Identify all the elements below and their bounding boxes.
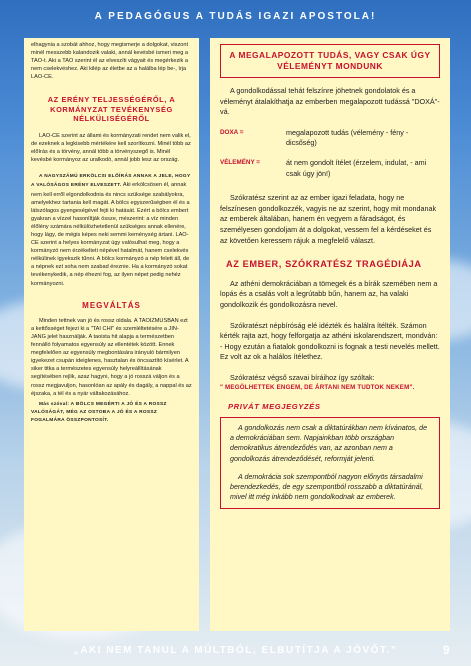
- left-paragraph-2: [31, 172, 192, 287]
- page-footer: [0, 636, 471, 666]
- private-note-paragraph-1: A gondolkozás nem csak a diktatúrákban nem kívánatos, de a demokráciában sem. Napjainkban több országban demokratikus átrendeződés van, az azonban nem a gondolkozás átrendeződését, reformját jelenti.: [230, 423, 428, 463]
- boxed-title: A MEGALAPOZOTT TUDÁS, VAGY CSAK ÚGY VÉLEMÉNYT MONDUNK: [220, 44, 440, 78]
- section-heading-erenyrol: AZ ERÉNY TELJESSÉGÉRŐL, A KORMÁNYZAT TEVÉKENYSÉG NÉLKÜLISÉGÉRŐL: [47, 95, 176, 124]
- section-heading-tragedia: AZ EMBER, SZÓKRATÉSZ TRAGÉDIÁJA: [226, 259, 422, 270]
- right-paragraph-3: Az athéni demokráciában a tömegek és a bírák szemében nem a lopás és a csalás volt a legrútabb bűn, hanem az, ha valaki gondolkozik és gondolkozásra nevel.: [220, 278, 438, 309]
- right-paragraph-2: Szókratész szerint az az ember igazi feladata, hogy ne felszínesen gondolkozzék, vagyis ne az szerint, hogy mit mondanak az emberek általában, hanem én vegyem a fáradságot, és személyesen gondoljam át a dolgokat, vessem fel a kérdéseket és az követően keressem rájuk a megfelelő választ.: [220, 193, 437, 245]
- definition-body: át nem gondolt ítélet (érzelem, indulat, - ami csak úgy jön!): [286, 157, 427, 178]
- left-column: [24, 38, 199, 631]
- section-heading-megvaltas: MEGVÁLTÁS: [82, 300, 141, 310]
- left-paragraph-2-body: Aki erkölcsösen él, annak nem kell erről elgondolkodnia és nincs szüksége szabályokra, amelyekhez tartania kell magát. A bölcs egyszerűségben él és a látszólagos gyengeségével fejti ki hatását. Ezért a bölcs embert gyakran a vízzel hasonlítják össze, mészerint: a víz minden élőlény számára nélkülözhetetlenül szükséges annak ellenére, hogy lágy, de mégis képes neki semmi keménység ártani. LAO-CE szerint a helyes kormányzat úgy valósulhat meg, hogy a kormányzó nem érzékelteti népével hatalmát, hanem cselekvés nélkülinek igyekszik tűnni. A bölcs kormányzó a nép felett áll, de a népnek ezt soha nem szabad éreznie. Ha a kormányzó sokat tevékenykedik, a nép éhezni fog, az ilyen népet pedig nehéz kormányozni.: [31, 182, 190, 287]
- private-note-title: PRIVÁT MEGJEGYZÉS: [228, 402, 321, 412]
- definition-doxa: [220, 128, 440, 149]
- private-note-box: [220, 417, 440, 509]
- left-intro: elhagynia a szobát ahhoz, hogy megismerje a dolgokat, viszont minél messzebb kalandozik valaki, annál kevésbé ismeri meg a TAO-t. Aki a TAO szerint él az elveszíti vágyait és megérkezik a nem cselekvéshez. Aki kilép az életbe az a halálba lép be-, írja LAO-CE.: [31, 42, 189, 81]
- definition-term: VÉLEMÉNY =: [220, 158, 260, 166]
- socrates-quote: " MEGÖLHETTEK ENGEM, DE ÁRTANI NEM TUDTOK NEKEM".: [220, 384, 415, 392]
- left-paragraph-2-lead: A NAGYSZÁMÚ ERKÖLCSI ELŐÍRÁS ANNAK A JELE, HOGY A VALÓSÁGOS ERÉNY ELVESZETT.: [31, 174, 191, 189]
- right-column: [210, 38, 450, 631]
- left-paragraph-1: LAO-CE szerint az állami és kormányzati rendet nem valik el, de ezeknek a legkisebb mértékére kell szorítkozni. Minél több az előírás és a törvény, annál több a törvényszegő is. Minél kevésbé kormányoz az uralkodó, annál jobb lesz az ország.: [31, 132, 191, 164]
- left-paragraph-3: Minden tettnek van jó és rossz oldala. A TAOIZMUSBAN ezt a kettősséget fejezi ki a "TAI CHI" és szemléltetésére a JIN-JANG jelet használják. A taoista hit alapja a természetben fennálló folyamatos egyensúly az ellentétek között. Ennek megfelelően az egyensúly megbontására irányuló bármilyen igyekezet csupán ideiglenes, hasztalan és öncsaztító kísérlet. A siker titka a természetes egyensúly helyreállításának segítésében rejlik, azaz hagyni, hogy a jó rosszá váljon és a rossz megjavuljon, hasonlóan az apály és dagály, a nappal és az éjszaka, a tél és a nyár váltakozásához.: [31, 317, 192, 397]
- left-paragraph-4: Más szóval: A BÖLCS MEGÉRTI A JÓ ÉS A ROSSZ VALÓSÁGÁT, MÉG AZ OSTOBA A JÓ ÉS A ROSSZ FOGALMÁRA ÖSSZPONTOSÍT.: [31, 401, 167, 423]
- right-paragraph-4: Szókratészt népbíróság elé idézték és halálra ítélték. Számon kérték rajta azt, hogy felforgatja az athéni iskolarendszert, mondván: - Hogy ezután a fiatalok gondolkozni is fognak a testi nevelés mellett. Ez volt az ok a halálos ítélethez.: [220, 320, 440, 362]
- definition-body: megalapozott tudás (vélemény - fény - dicsőség): [286, 127, 409, 148]
- definition-velemeny: [220, 158, 440, 179]
- right-paragraph-1: A gondolkodással tehát felszínre jöhetnek gondolatok és a véleményt átalakíthatja az emberben megalapozott tudássá "DOXÁ"-vá.: [220, 86, 440, 117]
- right-paragraph-5: Szókratész végső szavai bíráihoz így szóltak:: [230, 372, 375, 382]
- page-number: 9: [442, 643, 451, 657]
- footer-motto: „AKI NEM TANUL A MÚLTBÓL, ELBUTÍTJA A JÖVŐT.”: [73, 645, 398, 656]
- page-header: A PEDAGÓGUS A TUDÁS IGAZI APOSTOLA!: [94, 11, 377, 22]
- definition-term: DOXA =: [220, 128, 244, 136]
- private-note-paragraph-2: A demokrácia sok szempontból nagyon előnyös társadalmi berendezkedés, de egy szempontból rosszabb a diktatúránál, mivel itt még inkább nem gondolkodnak az emberek.: [230, 472, 424, 502]
